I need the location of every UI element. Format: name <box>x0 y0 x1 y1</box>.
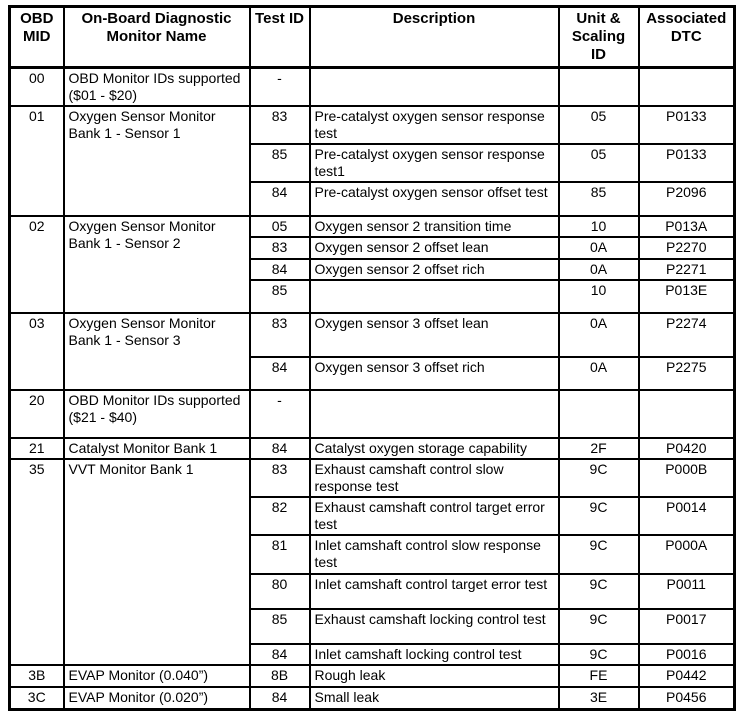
dtc-cell: P000A <box>639 535 735 574</box>
unit-scaling-cell: 9C <box>559 497 639 535</box>
table-row <box>10 438 735 459</box>
table-row <box>10 106 735 144</box>
unit-scaling-cell: FE <box>559 665 639 687</box>
description-cell: Oxygen sensor 3 offset rich <box>310 357 559 390</box>
unit-scaling-cell: 9C <box>559 644 639 665</box>
dtc-cell: P2096 <box>639 182 735 216</box>
obd-mid-table <box>8 5 736 711</box>
monitor-name-cell: Catalyst Monitor Bank 1 <box>64 438 250 459</box>
mid-cell: 3C <box>10 687 64 709</box>
description-cell: Inlet camshaft control slow response test <box>310 535 559 574</box>
dtc-cell: P0456 <box>639 687 735 709</box>
monitor-name-cell: Oxygen Sensor Monitor Bank 1 - Sensor 3 <box>64 313 250 390</box>
test-id-cell: 83 <box>250 237 310 259</box>
header-description: Description <box>310 7 559 68</box>
description-cell <box>310 390 559 438</box>
description-cell: Catalyst oxygen storage capability <box>310 438 559 459</box>
unit-scaling-cell: 3E <box>559 687 639 709</box>
header-row <box>10 7 735 68</box>
unit-scaling-cell: 05 <box>559 144 639 182</box>
test-id-cell: 83 <box>250 106 310 144</box>
table-row <box>10 459 735 497</box>
dtc-cell: P0442 <box>639 665 735 687</box>
description-cell: Oxygen sensor 2 transition time <box>310 216 559 237</box>
description-cell <box>310 280 559 313</box>
test-id-cell: 84 <box>250 438 310 459</box>
description-cell: Inlet camshaft control target error test <box>310 574 559 609</box>
unit-scaling-cell: 0A <box>559 357 639 390</box>
test-id-cell: - <box>250 68 310 107</box>
monitor-name-cell: EVAP Monitor (0.020”) <box>64 687 250 709</box>
description-cell: Pre-catalyst oxygen sensor response test <box>310 106 559 144</box>
mid-cell: 21 <box>10 438 64 459</box>
mid-cell: 03 <box>10 313 64 390</box>
mid-cell: 3B <box>10 665 64 687</box>
dtc-cell: P0011 <box>639 574 735 609</box>
unit-scaling-cell: 9C <box>559 535 639 574</box>
dtc-cell: P0133 <box>639 106 735 144</box>
dtc-cell: P2275 <box>639 357 735 390</box>
dtc-cell: P2271 <box>639 259 735 280</box>
description-cell: Rough leak <box>310 665 559 687</box>
test-id-cell: 82 <box>250 497 310 535</box>
dtc-cell: P2270 <box>639 237 735 259</box>
unit-scaling-cell: 05 <box>559 106 639 144</box>
description-cell: Exhaust camshaft control slow response test <box>310 459 559 497</box>
description-cell: Inlet camshaft locking control test <box>310 644 559 665</box>
test-id-cell: 85 <box>250 609 310 644</box>
monitor-name-cell: VVT Monitor Bank 1 <box>64 459 250 665</box>
test-id-cell: 81 <box>250 535 310 574</box>
mid-cell: 00 <box>10 68 64 107</box>
unit-scaling-cell: 10 <box>559 216 639 237</box>
unit-scaling-cell: 9C <box>559 609 639 644</box>
test-id-cell: 8B <box>250 665 310 687</box>
dtc-cell <box>639 390 735 438</box>
unit-scaling-cell: 85 <box>559 182 639 216</box>
table-row <box>10 68 735 107</box>
description-cell: Oxygen sensor 2 offset rich <box>310 259 559 280</box>
description-cell: Small leak <box>310 687 559 709</box>
header-monitor-name: On-Board Diagnostic Monitor Name <box>64 7 250 68</box>
unit-scaling-cell: 0A <box>559 313 639 357</box>
table-row <box>10 665 735 687</box>
description-cell: Oxygen sensor 3 offset lean <box>310 313 559 357</box>
description-cell: Exhaust camshaft control target error test <box>310 497 559 535</box>
dtc-cell: P0017 <box>639 609 735 644</box>
test-id-cell: 85 <box>250 144 310 182</box>
mid-cell: 01 <box>10 106 64 216</box>
mid-cell: 20 <box>10 390 64 438</box>
monitor-name-cell: OBD Monitor IDs supported ($21 - $40) <box>64 390 250 438</box>
description-cell: Pre-catalyst oxygen sensor response test1 <box>310 144 559 182</box>
description-cell: Oxygen sensor 2 offset lean <box>310 237 559 259</box>
table-row <box>10 687 735 709</box>
mid-cell: 02 <box>10 216 64 313</box>
test-id-cell: 84 <box>250 357 310 390</box>
test-id-cell: 84 <box>250 644 310 665</box>
test-id-cell: 84 <box>250 259 310 280</box>
header-associated-dtc: Associated DTC <box>639 7 735 68</box>
header-unit-scaling: Unit & Scaling ID <box>559 7 639 68</box>
description-cell <box>310 68 559 107</box>
dtc-cell <box>639 68 735 107</box>
description-cell: Pre-catalyst oxygen sensor offset test <box>310 182 559 216</box>
table-row <box>10 313 735 357</box>
description-cell: Exhaust camshaft locking control test <box>310 609 559 644</box>
dtc-cell: P2274 <box>639 313 735 357</box>
unit-scaling-cell <box>559 68 639 107</box>
dtc-cell: P0133 <box>639 144 735 182</box>
test-id-cell: 05 <box>250 216 310 237</box>
test-id-cell: 84 <box>250 687 310 709</box>
unit-scaling-cell <box>559 390 639 438</box>
header-test-id: Test ID <box>250 7 310 68</box>
unit-scaling-cell: 9C <box>559 459 639 497</box>
unit-scaling-cell: 9C <box>559 574 639 609</box>
test-id-cell: 85 <box>250 280 310 313</box>
unit-scaling-cell: 2F <box>559 438 639 459</box>
dtc-cell: P000B <box>639 459 735 497</box>
monitor-name-cell: Oxygen Sensor Monitor Bank 1 - Sensor 1 <box>64 106 250 216</box>
unit-scaling-cell: 0A <box>559 237 639 259</box>
dtc-cell: P013A <box>639 216 735 237</box>
test-id-cell: 83 <box>250 459 310 497</box>
unit-scaling-cell: 0A <box>559 259 639 280</box>
monitor-name-cell: EVAP Monitor (0.040”) <box>64 665 250 687</box>
test-id-cell: 80 <box>250 574 310 609</box>
monitor-name-cell: OBD Monitor IDs supported ($01 - $20) <box>64 68 250 107</box>
table-row <box>10 216 735 237</box>
monitor-name-cell: Oxygen Sensor Monitor Bank 1 - Sensor 2 <box>64 216 250 313</box>
test-id-cell: 84 <box>250 182 310 216</box>
dtc-cell: P0420 <box>639 438 735 459</box>
dtc-cell: P0016 <box>639 644 735 665</box>
dtc-cell: P0014 <box>639 497 735 535</box>
table-row <box>10 390 735 438</box>
test-id-cell: - <box>250 390 310 438</box>
mid-cell: 35 <box>10 459 64 665</box>
dtc-cell: P013E <box>639 280 735 313</box>
test-id-cell: 83 <box>250 313 310 357</box>
unit-scaling-cell: 10 <box>559 280 639 313</box>
header-obd-mid: OBD MID <box>10 7 64 68</box>
